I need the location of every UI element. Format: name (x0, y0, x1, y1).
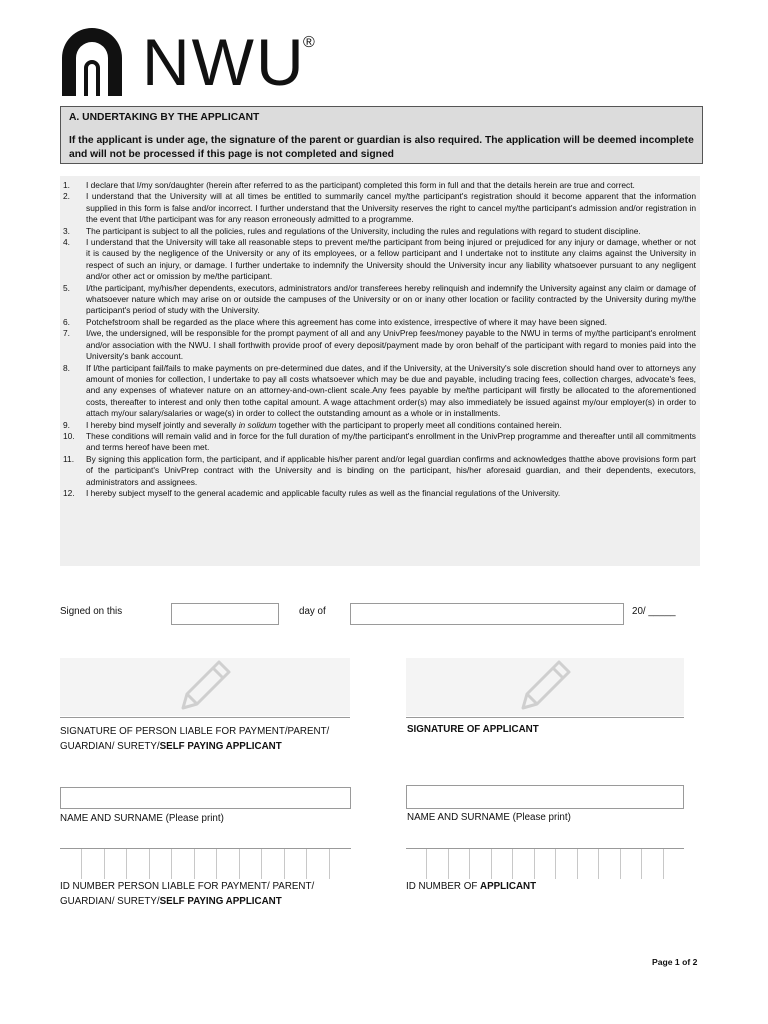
right-name-input[interactable] (406, 785, 684, 809)
term-text: The participant is subject to all the policies, rules and regulations of the University, including the rules and regulations with regard to student discipline. (86, 225, 641, 236)
term-number: 11. (63, 453, 75, 464)
term-item (62, 226, 696, 237)
term-text: I/the participant, my/his/her dependents, executors, administrators and/or transferees hereby relinquish and indemnify the University against any claim or damage of whatsoever nature which may arise on or outside the campuses of the University or on or inany other location or facility contracted by the University during my/the participant's period of study with the University. (86, 282, 696, 316)
term-number: 6. (63, 316, 70, 327)
month-input[interactable] (350, 603, 624, 625)
left-id-label-plain: GUARDIAN/ SURETY/ (60, 896, 160, 907)
term-text: I understand that the University will take all reasonable steps to prevent me/the participant from being injured or prejudiced for any injury or damage, whether or not it is caused by the negligence of the University or any of its employees, or a fellow participant and I undertake not to institute any claims against the University in respect of such an injury, or damage. I further undertake to indemnify the University should the University incur any liability whatsoever pursuant to any negligent and/or other act or omission by me/the participant. (86, 237, 696, 282)
right-id-label (406, 879, 536, 894)
terms-list-box (60, 176, 700, 566)
term-number: 2. (63, 191, 70, 202)
left-signature-label (60, 724, 360, 754)
left-signature-label-line1: SIGNATURE OF PERSON LIABLE FOR PAYMENT/PARENT/ (60, 726, 330, 737)
term-item (62, 454, 696, 488)
registered-mark: ® (303, 34, 315, 51)
signed-on-this-label: Signed on this (60, 606, 123, 617)
right-signature-line (406, 717, 684, 718)
right-id-label-plain: ID NUMBER OF (406, 881, 481, 892)
term-item (62, 191, 696, 225)
term-item (62, 328, 696, 362)
left-id-number-cells[interactable] (60, 848, 351, 879)
term-number: 5. (63, 282, 70, 293)
nwu-logo-text: NWU (142, 25, 306, 99)
year-blank[interactable]: _____ (648, 606, 676, 617)
day-of-label: day of (299, 606, 326, 617)
term-text: If I/the participant fail/fails to make payments on pre-determined due dates, and if the University, at the University's sole discretion should hand over to attorneys any amount of monies for collection, I undertake to pay all costs whatsoever which may be due and payable, including tracing fees, collection charges, advocate's fees, and any expenses of whatever nature on an attorney-and-own-client scale.Any fees payable by me/the participant will firstly be allocated to the aforementioned costs, thereafter to interest and only then tothe capital amount. A wage attachment order(s) may also immediately be issued against my/our employer(s) in order to attach my/our salary/salaries or wage(s) in order to collect the outstanding amount as a whole or in installments. (86, 362, 696, 419)
term-number: 4. (63, 237, 70, 248)
term-text: I hereby subject myself to the general academic and applicable faculty rules as well as the financial regulations of the University. (86, 487, 561, 498)
day-input[interactable] (171, 603, 279, 625)
left-name-input[interactable] (60, 787, 351, 809)
pen-icon (175, 656, 235, 716)
term-text: I understand that the University will at all times be entitled to summarily cancel my/the participant's registration should it become apparent that the information supplied in this form is false and/or incorrect. I further understand that the University reserves the right to cancel my/the participant's admission and/or registration in the event that I/the participant was for any reason erroneously admitted to a programme. (86, 191, 696, 225)
right-name-label: NAME AND SURNAME (Please print) (407, 812, 571, 823)
term-item (62, 237, 696, 283)
section-title: A. UNDERTAKING BY THE APPLICANT (69, 112, 260, 123)
term-text-em: in solidum (238, 419, 277, 430)
pen-icon (515, 656, 575, 716)
term-number: 12. (63, 487, 75, 498)
left-signature-line (60, 717, 350, 718)
left-sig-label-plain: GUARDIAN/ SURETY/ (60, 741, 160, 752)
term-item (62, 283, 696, 317)
left-id-label-line1: ID NUMBER PERSON LIABLE FOR PAYMENT/ PARENT/ (60, 881, 315, 892)
right-signature-label: SIGNATURE OF APPLICANT (407, 724, 539, 735)
undertaking-header-box (60, 106, 703, 164)
term-item (62, 180, 696, 191)
term-item (62, 420, 696, 431)
left-id-label (60, 879, 360, 909)
term-number: 7. (63, 328, 70, 339)
right-id-label-bold: APPLICANT (480, 881, 537, 892)
terms-list (62, 180, 696, 499)
term-item (62, 317, 696, 328)
left-name-label: NAME AND SURNAME (Please print) (60, 813, 224, 824)
year-prefix-text: 20/ (632, 606, 646, 617)
term-text-post: together with the participant to properly meet all conditions contained herein. (276, 419, 562, 430)
term-number: 9. (63, 419, 70, 430)
term-item (62, 363, 696, 420)
term-number: 10. (63, 430, 75, 441)
term-text: I declare that I/my son/daughter (herein after referred to as the participant) completed this form in full and that the details herein are true and correct. (86, 180, 635, 190)
term-number: 1. (63, 180, 70, 190)
term-text: These conditions will remain valid and in force for the full duration of my/the participant's enrollment in the UnivPrep programme and thereafter until all commitments and terms hereof have been met. (86, 430, 696, 453)
term-number: 8. (63, 362, 70, 373)
term-item (62, 431, 696, 454)
term-text: Potchefstroom shall be regarded as the place where this agreement has come into existence, irrespective of where it may have been signed. (86, 316, 607, 327)
term-item (62, 488, 696, 499)
section-note: If the applicant is under age, the signature of the parent or guardian is also required. The application will be deemed incomplete and will not be processed if this page is not completed and signed (69, 135, 694, 160)
left-id-label-line2 (60, 894, 360, 909)
term-text: I/we, the undersigned, will be responsible for the prompt payment of all and any UnivPrep fees/money payable to the NWU in terms of my/the participant's enrolment and/or association with the NWU. I shall forthwith provide proof of every deposit/payment made by oron behalf of the participant with regard to monies paid into the University's bank account. (86, 328, 696, 362)
left-id-label-bold: SELF PAYING APPLICANT (159, 896, 282, 907)
term-number: 3. (63, 225, 70, 236)
left-sig-label-bold: SELF PAYING APPLICANT (159, 741, 282, 752)
nwu-emblem-icon (62, 28, 122, 96)
term-text: By signing this application form, the participant, and if applicable his/her parent and/or legal guardian confirms and acknowledges thatthe above provisions form part of the participant's UnivPrep contract with the University and is binding on the participant, his/her aforesaid guardian, and their dependents, executors, administrators and assignees. (86, 453, 696, 487)
year-prefix (632, 604, 676, 619)
right-id-number-cells[interactable] (406, 848, 684, 879)
left-signature-label-line2 (60, 739, 360, 754)
page-number: Page 1 of 2 (652, 957, 698, 967)
term-text-pre: I hereby bind myself jointly and severally (86, 419, 239, 430)
